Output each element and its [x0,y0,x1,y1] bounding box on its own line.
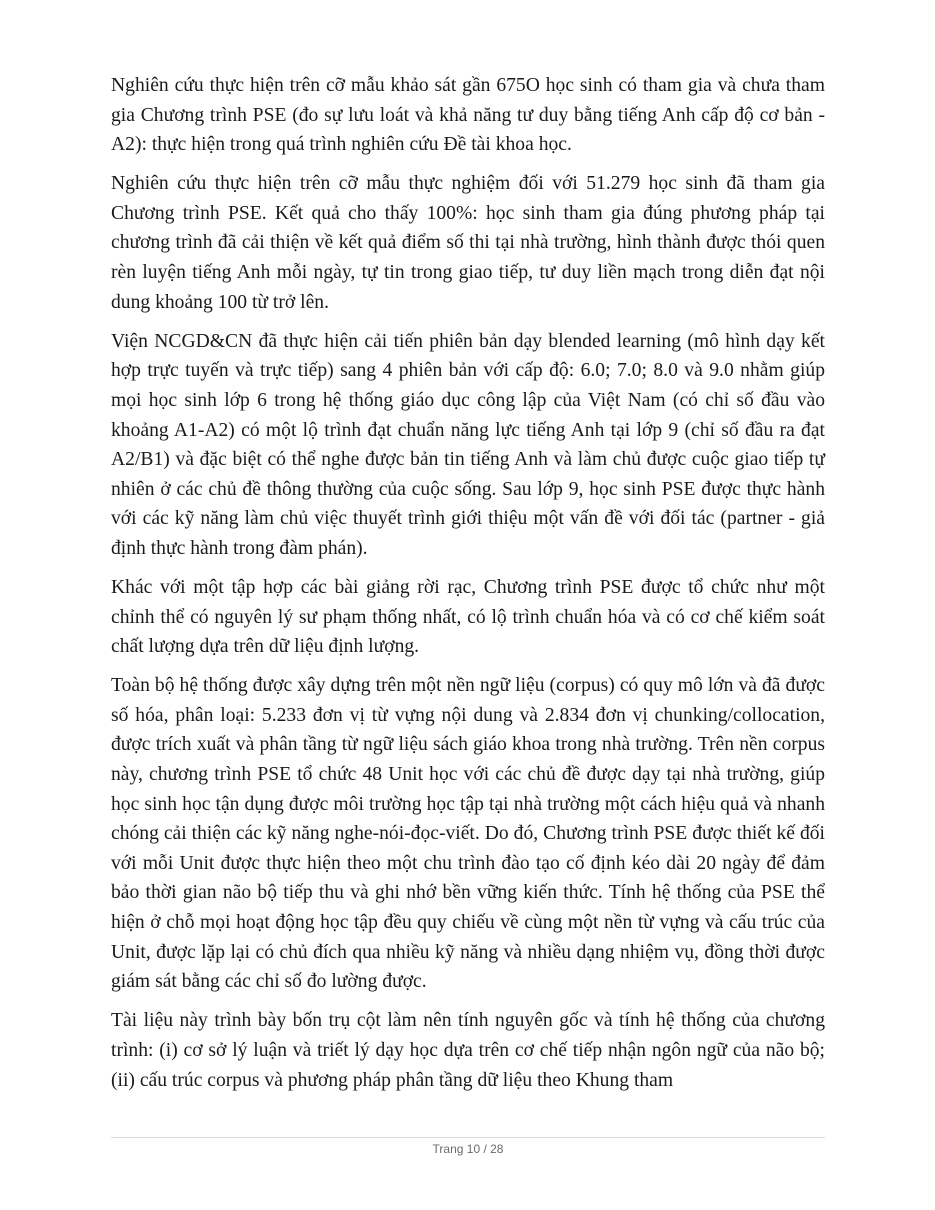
paragraph-experiment-results: Nghiên cứu thực hiện trên cỡ mẫu thực nghiệm đối với 51.279 học sinh đã tham gia Chương trình PSE. Kết quả cho thấy 100%: học sinh tham gia đúng phương pháp tại chương trình đã cải thiện về kết quả điểm số thi tại nhà trường, hình thành được thói quen rèn luyện tiếng Anh mỗi ngày, tự tin trong giao tiếp, tư duy liền mạch trong diễn đạt nội dung khoảng 100 từ trở lên. [111,173,825,313]
document-body [111,71,825,1105]
footer-divider [111,1137,825,1138]
paragraph-blended-learning: Viện NCGD&CN đã thực hiện cải tiến phiên bản dạy blended learning (mô hình dạy kết hợp trực tuyến và trực tiếp) sang 4 phiên bản với cấp độ: 6.0; 7.0; 8.0 và 9.0 nhằm giúp mọi học sinh lớp 6 trong hệ thống giáo dục công lập của Việt Nam (có chỉ số đầu vào khoảng A1-A2) có một lộ trình đạt chuẩn năng lực tiếng Anh tại lớp 9 (chỉ số đầu ra đạt A2/B1) và đặc biệt có thể nghe được bản tin tiếng Anh và làm chủ được cuộc giao tiếp tự nhiên ở các chủ đề thông thường của cuộc sống. Sau lớp 9, học sinh PSE được thực hành với các kỹ năng làm chủ việc thuyết trình giới thiệu một vấn đề với đối tác (partner - giả định thực hành trong đàm phán). [111,330,825,559]
paragraph-four-pillars: Tài liệu này trình bày bốn trụ cột làm nên tính nguyên gốc và tính hệ thống của chương trình: (i) cơ sở lý luận và triết lý dạy học dựa trên cơ chế tiếp nhận ngôn ngữ của não bộ; (ii) cấu trúc corpus và phương pháp phân tầng dữ liệu theo Khung tham [111,1010,825,1091]
paragraph-corpus-system: Toàn bộ hệ thống được xây dựng trên một nền ngữ liệu (corpus) có quy mô lớn và đã được số hóa, phân loại: 5.233 đơn vị từ vựng nội dung và 2.834 đơn vị chunking/collocation, được trích xuất và phân tầng từ ngữ liệu sách giáo khoa trong nhà trường. Trên nền corpus này, chương trình PSE tổ chức 48 Unit học với các chủ đề được dạy tại nhà trường, giúp học sinh học tận dụng được môi trường học tập tại nhà trường một cách hiệu quả và nhanh chóng cải thiện các kỹ năng nghe-nói-đọc-viết. Do đó, Chương trình PSE được thiết kế đối với mỗi Unit được thực hiện theo một chu trình đào tạo cố định kéo dài 20 ngày để đảm bảo thời gian não bộ tiếp thu và ghi nhớ bền vững kiến thức. Tính hệ thống của PSE thể hiện ở chỗ mọi hoạt động học tập đều quy chiếu về cùng một nền từ vựng và cấu trúc của Unit, được lặp lại có chủ đích qua nhiều kỹ năng và nhiều dạng nhiệm vụ, đồng thời được giám sát bằng các chỉ số đo lường được. [111,675,825,993]
page-number: Trang 10 / 28 [432,1142,504,1156]
paragraph-program-structure: Khác với một tập hợp các bài giảng rời rạc, Chương trình PSE được tổ chức như một chỉnh thể có nguyên lý sư phạm thống nhất, có lộ trình chuẩn hóa và có cơ chế kiểm soát chất lượng dựa trên dữ liệu định lượng. [111,577,825,658]
paragraph-survey-sample: Nghiên cứu thực hiện trên cỡ mẫu khảo sát gần 675O học sinh có tham gia và chưa tham gia Chương trình PSE (đo sự lưu loát và khả năng tư duy bằng tiếng Anh cấp độ cơ bản - A2): thực hiện trong quá trình nghiên cứu Đề tài khoa học. [111,75,825,156]
